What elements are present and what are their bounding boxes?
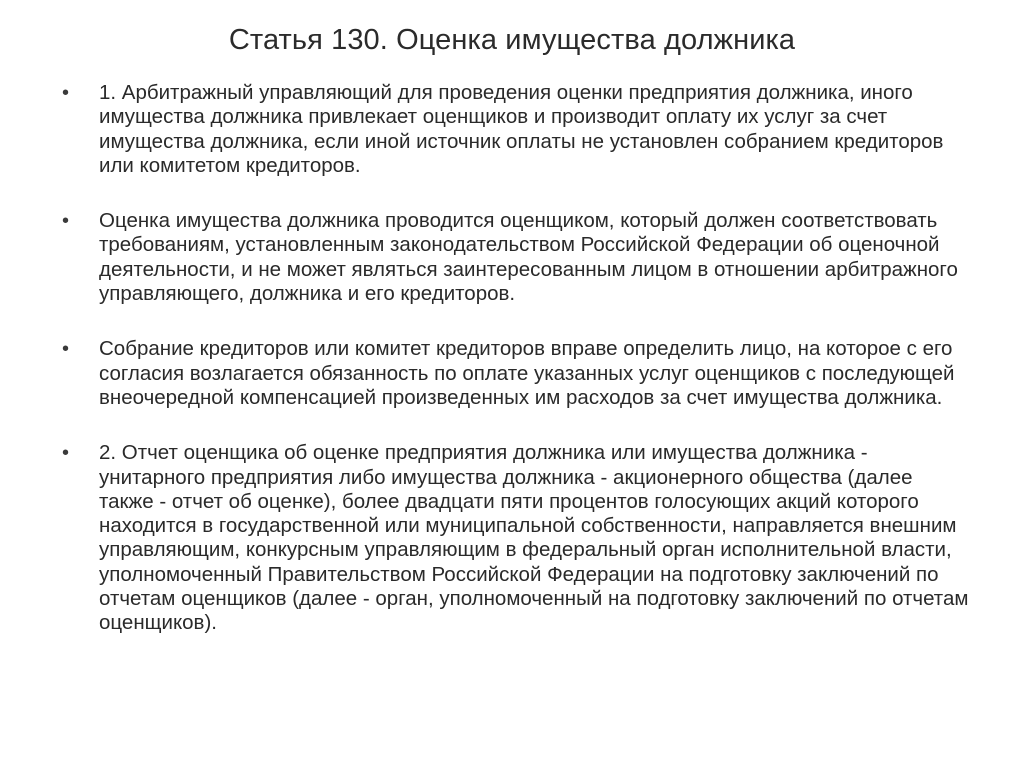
bullet-icon: • — [62, 442, 70, 465]
paragraph-text: Собрание кредиторов или комитет кредиторов вправе определить лицо, на которое с его согласия возлагается обязанность по оплате указанных услуг оценщиков с последующей внеочередной компенсацией произведенных им расходов за счет имущества должника. — [99, 337, 955, 409]
bullet-icon: • — [62, 82, 70, 104]
slide-title: Статья 130. Оценка имущества должника — [228, 24, 796, 56]
bullet-icon: • — [62, 210, 70, 233]
list-item — [62, 441, 972, 635]
paragraph-text: Оценка имущества должника проводится оценщиком, который должен соответствовать требованиям, установленным законодательством Российской Федерации об оценочной деятельности, и не может являться заинтересованным лицом в отношении арбитражного управляющего, должника и его кредиторов. — [99, 209, 958, 306]
paragraph-text: 2. Отчет оценщика об оценке предприятия должника или имущества должника - унитарного предприятия либо имущества должника - акционерного общества (далее также - отчет об оценке), более двадцати пяти процентов голосующих акций которого находится в государственной или муниципальной собственности, направляется внешним управляющим, конкурсным управляющим в федеральный орган исполнительной власти, уполномоченный Правительством Российской Федерации на подготовку заключений по отчетам оценщиков (далее - орган, уполномоченный на подготовку заключений по отчетам оценщиков). — [99, 441, 969, 635]
list-item — [62, 337, 972, 410]
bullet-list — [62, 81, 972, 636]
list-item — [62, 81, 972, 178]
paragraph-text: 1. Арбитражный управляющий для проведения оценки предприятия должника, иного имущества должника привлекает оценщиков и производит оплату их услуг за счет имущества должника, если иной источник оплаты не установлен собранием кредиторов или комитетом кредиторов. — [99, 81, 944, 177]
list-item — [62, 209, 972, 306]
bullet-icon: • — [62, 338, 70, 361]
